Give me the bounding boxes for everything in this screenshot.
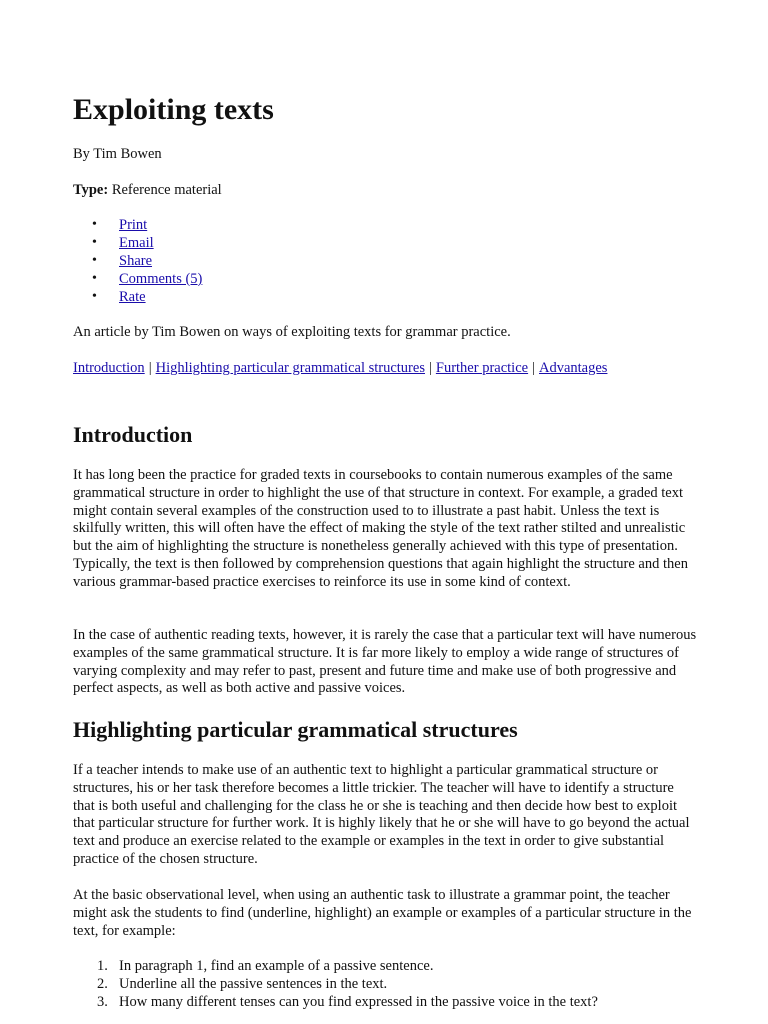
rate-link[interactable]: Rate <box>119 289 146 305</box>
toc-separator: | <box>532 360 535 376</box>
print-link[interactable]: Print <box>119 217 148 233</box>
action-rate-item <box>73 288 202 306</box>
comments-link[interactable]: Comments (5) <box>119 271 203 287</box>
task-number: 2. <box>97 975 108 992</box>
section-heading-highlighting: Highlighting particular grammatical structures <box>73 717 518 742</box>
task-text: How many different tenses can you find expressed in the passive voice in the text? <box>119 993 598 1010</box>
toc-separator: | <box>148 360 152 376</box>
introduction-paragraph-2: In the case of authentic reading texts, however, it is rarely the case that a particular text will have numerous examples of the same grammatical structure. It is far more likely to employ a wide range of structures of varying complexity and may refer to past, present and future time and make use of both progressive and perfect aspects, as well as both active and passive voices. <box>73 627 697 697</box>
toc-link-highlighting[interactable]: Highlighting particular grammatical structures <box>155 360 425 376</box>
toc-link-advantages[interactable]: Advantages <box>539 360 608 376</box>
type-value: Reference material <box>111 182 222 198</box>
toc-link-introduction[interactable]: Introduction <box>73 360 145 376</box>
article-actions <box>73 216 202 306</box>
article-title: Exploiting texts <box>73 93 274 126</box>
list-item <box>73 958 598 976</box>
section-heading-introduction: Introduction <box>73 422 193 447</box>
action-share-item <box>73 252 202 270</box>
article-summary: An article by Tim Bowen on ways of exploiting texts for grammar practice. <box>73 324 511 340</box>
task-number: 1. <box>97 958 108 974</box>
highlighting-paragraph-1: If a teacher intends to make use of an authentic text to highlight a particular grammatical structure or structures, his or her task therefore becomes a little trickier. The teacher will have to identify a structure that is both useful and challenging for the class he or she is teaching and then decide how best to exploit that particular structure for further work. It is highly likely that he or she will have to go beyond the actual text and produce an exercise related to the example or examples in the text in order to give substantial practice of the chosen structure. <box>73 762 690 867</box>
type-label: Type: <box>73 182 109 198</box>
share-link[interactable]: Share <box>119 253 153 269</box>
table-of-contents <box>73 359 607 377</box>
list-item <box>73 994 598 1012</box>
toc-separator: | <box>428 360 432 376</box>
action-comments-item <box>73 270 202 288</box>
byline: By Tim Bowen <box>73 146 162 162</box>
article-type <box>73 181 222 199</box>
introduction-paragraph-1: It has long been the practice for graded texts in coursebooks to contain numerous examples of the same grammatical structure in order to highlight the use of that structure in context. For example, a graded text might contain several examples of the construction used to to illustrate a past habit. Unless the text is skilfully written, this will often have the effect of making the style of the text rather stilted and unrealistic but the aim of highlighting the structure is nonetheless generally achieved with this type of presentation. Typically, the text is then followed by comprehension questions that again highlight the structure and then various grammar-based practice exercises to reinforce its use in some kind of context. <box>73 467 688 590</box>
task-number: 3. <box>97 993 108 1010</box>
highlighting-paragraph-2: At the basic observational level, when using an authentic task to illustrate a grammar point, the teacher might ask the students to find (underline, highlight) an example or examples of a particular structure in the text, for example: <box>73 887 692 939</box>
action-email-item <box>73 234 202 252</box>
list-item <box>73 976 598 994</box>
toc-link-further-practice[interactable]: Further practice <box>435 360 529 376</box>
task-text: In paragraph 1, find an example of a passive sentence. <box>119 958 434 974</box>
email-link[interactable]: Email <box>119 235 154 251</box>
task-list <box>73 958 598 1011</box>
action-print-item <box>73 216 202 234</box>
task-text: Underline all the passive sentences in the text. <box>119 975 388 992</box>
